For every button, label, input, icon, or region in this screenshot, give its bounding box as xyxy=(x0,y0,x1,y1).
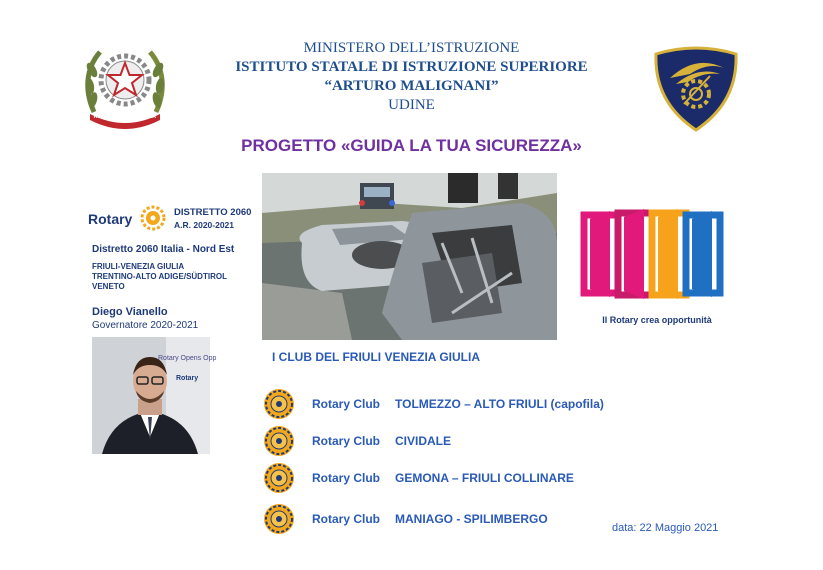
club-label: Rotary Club xyxy=(312,471,381,485)
club-label: Rotary Club xyxy=(312,512,381,526)
club-name: MANIAGO - SPILIMBERGO xyxy=(395,512,548,526)
photo-banner-text: Rotary Opens Opp xyxy=(158,355,217,362)
district-subtitle: Distretto 2060 Italia - Nord Est xyxy=(92,244,235,255)
governor-role: Governatore 2020-2021 xyxy=(92,320,199,331)
club-row xyxy=(262,424,682,458)
club-label: Rotary Club xyxy=(312,434,381,448)
rotary-district-logo xyxy=(88,205,258,233)
club-name: GEMONA – FRIULI COLLINARE xyxy=(395,471,574,485)
institute-city: UDINE xyxy=(388,97,435,113)
project-title: PROGETTO «GUIDA LA TUA SICUREZZA» xyxy=(241,136,582,155)
governor-photo xyxy=(92,337,217,454)
district-number: DISTRETTO 2060 xyxy=(174,207,252,218)
club-name: TOLMEZZO – ALTO FRIULI (capofila) xyxy=(395,397,604,411)
ministry-name: MINISTERO DELL’ISTRUZIONE xyxy=(303,40,520,56)
opportunity-caption: Il Rotary crea opportunità xyxy=(602,315,712,325)
rotary-wordmark: Rotary xyxy=(88,211,133,227)
rotary-wheel-icon xyxy=(262,387,296,421)
district-year: A.R. 2020-2021 xyxy=(174,220,235,230)
photo-rotary-text: Rotary xyxy=(176,375,199,382)
rotary-wheel-icon xyxy=(262,502,296,536)
district-region-2: TRENTINO-ALTO ADIGE/SÜDTIROL xyxy=(92,272,227,281)
district-region-3: VENETO xyxy=(92,282,125,291)
club-name: CIVIDALE xyxy=(395,434,452,448)
club-row xyxy=(262,387,682,421)
emblem-ribbon-text: REPUBBLICA ITALIANA xyxy=(93,114,157,120)
institute-type: ISTITUTO STATALE DI ISTRUZIONE SUPERIORE xyxy=(235,59,588,75)
rotary-opportunity-doors-logo xyxy=(578,205,734,330)
institute-name: “ARTURO MALIGNANI” xyxy=(324,78,499,94)
clubs-heading: I CLUB DEL FRIULI VENEZIA GIULIA xyxy=(272,350,481,364)
club-label: Rotary Club xyxy=(312,397,381,411)
club-row xyxy=(262,461,682,495)
car-crash-photo xyxy=(262,173,557,340)
rotary-wheel-icon xyxy=(262,461,296,495)
rotary-wheel-icon xyxy=(262,424,296,458)
rotary-wheel-icon xyxy=(140,205,166,231)
district-region-1: FRIULI-VENEZIA GIULIA xyxy=(92,262,185,271)
malignani-shield-logo xyxy=(650,44,742,132)
document-date: data: 22 Maggio 2021 xyxy=(612,522,719,534)
governor-name: Diego Vianello xyxy=(92,306,168,318)
